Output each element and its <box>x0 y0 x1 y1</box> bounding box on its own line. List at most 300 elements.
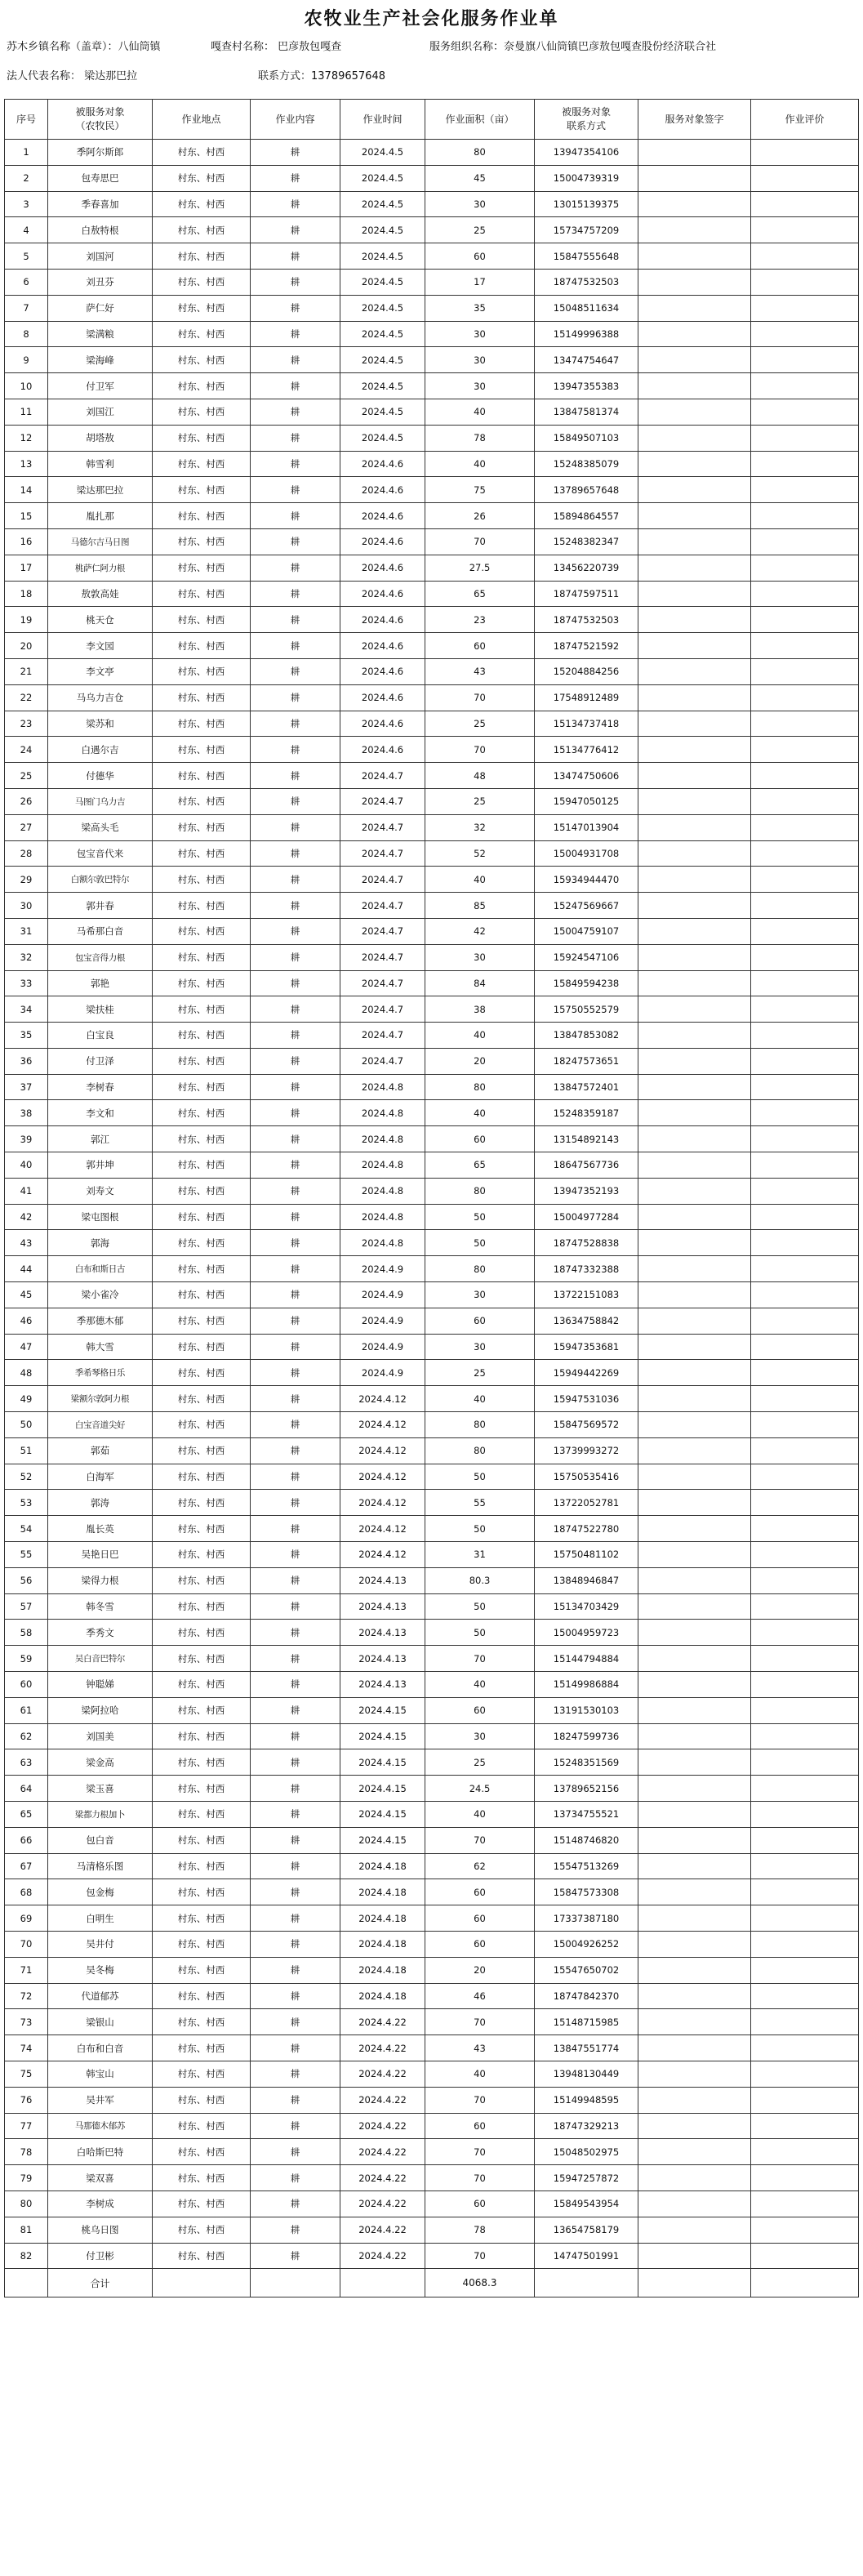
farmer-phone: 18747522780 <box>535 1516 638 1542</box>
farmer-phone: 15048511634 <box>535 295 638 321</box>
work-content: 耕 <box>251 1282 340 1308</box>
total-empty-cell <box>751 2269 859 2297</box>
farmer-name: 马那德木郁苏 <box>48 2113 153 2139</box>
farmer-phone: 15248351569 <box>535 1749 638 1776</box>
farmer-phone: 14747501991 <box>535 2243 638 2269</box>
work-date: 2024.4.5 <box>340 140 425 166</box>
work-date: 2024.4.6 <box>340 581 425 607</box>
evaluation-cell <box>751 1567 859 1593</box>
farmer-name: 刘寿文 <box>48 1178 153 1204</box>
signature-cell <box>638 1931 751 1957</box>
signature-cell <box>638 1567 751 1593</box>
header-cell-5: 作业时间 <box>340 100 425 140</box>
evaluation-cell <box>751 191 859 217</box>
signature-cell <box>638 1204 751 1230</box>
work-location: 村东、村西 <box>153 1542 251 1568</box>
header-cell-4: 作业内容 <box>251 100 340 140</box>
work-content: 耕 <box>251 1567 340 1593</box>
evaluation-cell <box>751 1334 859 1360</box>
farmer-name: 白遇尔吉 <box>48 737 153 763</box>
table-row <box>5 140 859 166</box>
evaluation-cell <box>751 217 859 243</box>
farmer-phone: 15547650702 <box>535 1957 638 1983</box>
work-location: 村东、村西 <box>153 191 251 217</box>
table-row <box>5 1126 859 1152</box>
row-number: 64 <box>5 1776 48 1802</box>
evaluation-cell <box>751 840 859 867</box>
signature-cell <box>638 996 751 1023</box>
signature-cell <box>638 269 751 295</box>
table-row <box>5 1386 859 1412</box>
work-date: 2024.4.18 <box>340 1879 425 1905</box>
farmer-phone: 15004739319 <box>535 165 638 191</box>
table-row <box>5 1048 859 1074</box>
work-content: 耕 <box>251 1646 340 1672</box>
work-location: 村东、村西 <box>153 581 251 607</box>
work-location: 村东、村西 <box>153 1308 251 1334</box>
row-number: 31 <box>5 918 48 944</box>
total-empty-cell <box>340 2269 425 2297</box>
signature-cell <box>638 1723 751 1749</box>
work-area: 48 <box>425 763 535 789</box>
work-area: 27.5 <box>425 555 535 581</box>
farmer-phone: 18747842370 <box>535 1983 638 2009</box>
work-area: 30 <box>425 944 535 970</box>
work-area: 50 <box>425 1620 535 1646</box>
farmer-phone: 17548912489 <box>535 684 638 711</box>
signature-cell <box>638 295 751 321</box>
work-content: 耕 <box>251 1386 340 1412</box>
signature-cell <box>638 2165 751 2191</box>
evaluation-cell <box>751 737 859 763</box>
work-date: 2024.4.22 <box>340 2087 425 2113</box>
work-area: 70 <box>425 737 535 763</box>
work-date: 2024.4.12 <box>340 1542 425 1568</box>
work-location: 村东、村西 <box>153 1905 251 1932</box>
signature-cell <box>638 1490 751 1516</box>
table-row <box>5 1230 859 1256</box>
farmer-name: 吴井军 <box>48 2087 153 2113</box>
work-location: 村东、村西 <box>153 347 251 373</box>
work-location: 村东、村西 <box>153 1074 251 1100</box>
signature-cell <box>638 1464 751 1490</box>
work-date: 2024.4.22 <box>340 2113 425 2139</box>
work-area: 55 <box>425 1490 535 1516</box>
service-org-label: 服务组织名称：奈曼旗八仙筒镇巴彦敖包嘎查股份经济联合社 <box>429 41 717 53</box>
evaluation-cell <box>751 918 859 944</box>
farmer-phone: 15849507103 <box>535 425 638 451</box>
work-area: 70 <box>425 684 535 711</box>
work-content: 耕 <box>251 918 340 944</box>
work-area: 40 <box>425 2061 535 2087</box>
work-area: 80.3 <box>425 1567 535 1593</box>
evaluation-cell <box>751 1827 859 1853</box>
work-date: 2024.4.6 <box>340 658 425 684</box>
farmer-phone: 15004759107 <box>535 918 638 944</box>
work-location: 村东、村西 <box>153 918 251 944</box>
signature-cell <box>638 840 751 867</box>
work-location: 村东、村西 <box>153 970 251 996</box>
farmer-phone: 15750552579 <box>535 996 638 1023</box>
farmer-phone: 13191530103 <box>535 1697 638 1723</box>
work-area: 40 <box>425 867 535 893</box>
work-content: 耕 <box>251 2165 340 2191</box>
work-content: 耕 <box>251 373 340 399</box>
work-content: 耕 <box>251 140 340 166</box>
signature-cell <box>638 1905 751 1932</box>
farmer-name: 白哈斯巴特 <box>48 2139 153 2165</box>
evaluation-cell <box>751 1282 859 1308</box>
farmer-phone: 15149948595 <box>535 2087 638 2113</box>
work-content: 耕 <box>251 2009 340 2035</box>
row-number: 23 <box>5 711 48 737</box>
work-content: 耕 <box>251 1802 340 1828</box>
row-number: 25 <box>5 763 48 789</box>
farmer-name: 代道郁苏 <box>48 1983 153 2009</box>
farmer-phone: 15204884256 <box>535 658 638 684</box>
evaluation-cell <box>751 944 859 970</box>
farmer-name: 钟聪娣 <box>48 1672 153 1698</box>
work-location: 村东、村西 <box>153 217 251 243</box>
farmer-phone: 15149996388 <box>535 321 638 347</box>
evaluation-cell <box>751 1646 859 1672</box>
row-number: 34 <box>5 996 48 1023</box>
work-location: 村东、村西 <box>153 1464 251 1490</box>
farmer-phone: 15947050125 <box>535 788 638 814</box>
work-content: 耕 <box>251 425 340 451</box>
farmer-phone: 15247569667 <box>535 893 638 919</box>
work-area: 30 <box>425 347 535 373</box>
work-area: 70 <box>425 2165 535 2191</box>
row-number: 4 <box>5 217 48 243</box>
farmer-phone: 15147013904 <box>535 814 638 840</box>
table-row <box>5 1749 859 1776</box>
row-number: 38 <box>5 1100 48 1126</box>
signature-cell <box>638 970 751 996</box>
work-area: 30 <box>425 1723 535 1749</box>
work-area: 23 <box>425 607 535 633</box>
work-location: 村东、村西 <box>153 763 251 789</box>
table-row <box>5 1931 859 1957</box>
work-location: 村东、村西 <box>153 2009 251 2035</box>
farmer-name: 郭艳 <box>48 970 153 996</box>
row-number: 54 <box>5 1516 48 1542</box>
row-number: 3 <box>5 191 48 217</box>
farmer-name: 马德尔吉马日图 <box>48 528 153 555</box>
work-date: 2024.4.22 <box>340 2035 425 2061</box>
work-date: 2024.4.22 <box>340 2061 425 2087</box>
evaluation-cell <box>751 633 859 659</box>
work-content: 耕 <box>251 658 340 684</box>
farmer-phone: 13789657648 <box>535 477 638 503</box>
signature-cell <box>638 1542 751 1568</box>
farmer-phone: 15248385079 <box>535 451 638 477</box>
table-row <box>5 1983 859 2009</box>
work-area: 85 <box>425 893 535 919</box>
table-row <box>5 1437 859 1464</box>
work-location: 村东、村西 <box>153 2190 251 2217</box>
work-location: 村东、村西 <box>153 1386 251 1412</box>
work-content: 耕 <box>251 243 340 270</box>
work-date: 2024.4.9 <box>340 1308 425 1334</box>
work-date: 2024.4.6 <box>340 711 425 737</box>
table-row <box>5 1879 859 1905</box>
farmer-name: 李文园 <box>48 633 153 659</box>
farmer-name: 桃萨仁阿力根 <box>48 555 153 581</box>
farmer-name: 包白音 <box>48 1827 153 1853</box>
work-area: 70 <box>425 2243 535 2269</box>
row-number: 37 <box>5 1074 48 1100</box>
evaluation-cell <box>751 528 859 555</box>
evaluation-cell <box>751 1308 859 1334</box>
farmer-name: 郭井春 <box>48 893 153 919</box>
row-number: 73 <box>5 2009 48 2035</box>
work-date: 2024.4.7 <box>340 814 425 840</box>
signature-cell <box>638 425 751 451</box>
evaluation-cell <box>751 1437 859 1464</box>
farmer-name: 梁银山 <box>48 2009 153 2035</box>
work-content: 耕 <box>251 1723 340 1749</box>
evaluation-cell <box>751 399 859 425</box>
work-date: 2024.4.8 <box>340 1178 425 1204</box>
work-content: 耕 <box>251 451 340 477</box>
table-row <box>5 243 859 270</box>
work-location: 村东、村西 <box>153 658 251 684</box>
row-number: 63 <box>5 1749 48 1776</box>
signature-cell <box>638 684 751 711</box>
work-content: 耕 <box>251 1412 340 1438</box>
evaluation-cell <box>751 1983 859 2009</box>
farmer-name: 付德华 <box>48 763 153 789</box>
farmer-phone: 18747528838 <box>535 1230 638 1256</box>
farmer-name: 梁金高 <box>48 1749 153 1776</box>
work-location: 村东、村西 <box>153 711 251 737</box>
work-area: 45 <box>425 165 535 191</box>
work-content: 耕 <box>251 840 340 867</box>
work-area: 50 <box>425 1464 535 1490</box>
work-date: 2024.4.8 <box>340 1152 425 1179</box>
work-date: 2024.4.15 <box>340 1723 425 1749</box>
evaluation-cell <box>751 1204 859 1230</box>
work-area: 62 <box>425 1853 535 1879</box>
work-location: 村东、村西 <box>153 165 251 191</box>
work-content: 耕 <box>251 2139 340 2165</box>
work-area: 43 <box>425 2035 535 2061</box>
farmer-name: 白海军 <box>48 1464 153 1490</box>
table-row <box>5 1412 859 1438</box>
signature-cell <box>638 1437 751 1464</box>
evaluation-cell <box>751 1931 859 1957</box>
work-content: 耕 <box>251 1853 340 1879</box>
work-location: 村东、村西 <box>153 1957 251 1983</box>
farmer-name: 季阿尔斯郎 <box>48 140 153 166</box>
farmer-phone: 15924547106 <box>535 944 638 970</box>
work-location: 村东、村西 <box>153 2113 251 2139</box>
farmer-phone: 13947354106 <box>535 140 638 166</box>
farmer-phone: 15048502975 <box>535 2139 638 2165</box>
table-row <box>5 1074 859 1100</box>
work-date: 2024.4.8 <box>340 1074 425 1100</box>
work-location: 村东、村西 <box>153 2139 251 2165</box>
work-date: 2024.4.12 <box>340 1490 425 1516</box>
evaluation-cell <box>751 763 859 789</box>
row-number: 14 <box>5 477 48 503</box>
work-date: 2024.4.12 <box>340 1437 425 1464</box>
table-row <box>5 191 859 217</box>
work-location: 村东、村西 <box>153 140 251 166</box>
table-row <box>5 867 859 893</box>
work-date: 2024.4.7 <box>340 996 425 1023</box>
header-cell-2: 被服务对象 （农牧民） <box>48 100 153 140</box>
work-content: 耕 <box>251 191 340 217</box>
work-location: 村东、村西 <box>153 1048 251 1074</box>
township-label: 苏木乡镇名称（盖章）：八仙筒镇 <box>7 41 161 53</box>
farmer-phone: 13789652156 <box>535 1776 638 1802</box>
row-number: 13 <box>5 451 48 477</box>
work-content: 耕 <box>251 1879 340 1905</box>
farmer-phone: 15934944470 <box>535 867 638 893</box>
table-row <box>5 2061 859 2087</box>
work-date: 2024.4.5 <box>340 165 425 191</box>
row-number: 30 <box>5 893 48 919</box>
work-content: 耕 <box>251 528 340 555</box>
work-area: 26 <box>425 503 535 529</box>
work-date: 2024.4.9 <box>340 1360 425 1386</box>
row-number: 43 <box>5 1230 48 1256</box>
table-row <box>5 2165 859 2191</box>
work-location: 村东、村西 <box>153 1567 251 1593</box>
work-location: 村东、村西 <box>153 633 251 659</box>
row-number: 47 <box>5 1334 48 1360</box>
work-date: 2024.4.6 <box>340 555 425 581</box>
work-area: 40 <box>425 1100 535 1126</box>
farmer-name: 刘国江 <box>48 399 153 425</box>
work-content: 耕 <box>251 1178 340 1204</box>
work-area: 40 <box>425 1802 535 1828</box>
table-row <box>5 451 859 477</box>
table-row <box>5 1802 859 1828</box>
work-area: 60 <box>425 633 535 659</box>
farmer-phone: 18747329213 <box>535 2113 638 2139</box>
farmer-name: 梁阿拉哈 <box>48 1697 153 1723</box>
farmer-phone: 15134703429 <box>535 1593 638 1620</box>
farmer-phone: 13474754647 <box>535 347 638 373</box>
row-number: 44 <box>5 1256 48 1282</box>
row-number: 66 <box>5 1827 48 1853</box>
farmer-name: 包宝音代来 <box>48 840 153 867</box>
row-number: 60 <box>5 1672 48 1698</box>
work-content: 耕 <box>251 1957 340 1983</box>
signature-cell <box>638 1749 751 1776</box>
header-cell-8: 服务对象签字 <box>638 100 751 140</box>
farmer-phone: 13722151083 <box>535 1282 638 1308</box>
table-row <box>5 1256 859 1282</box>
farmer-name: 胡塔敖 <box>48 425 153 451</box>
work-content: 耕 <box>251 1593 340 1620</box>
work-area: 70 <box>425 528 535 555</box>
work-area: 75 <box>425 477 535 503</box>
evaluation-cell <box>751 1023 859 1049</box>
farmer-phone: 15148715985 <box>535 2009 638 2035</box>
row-number: 7 <box>5 295 48 321</box>
work-content: 耕 <box>251 555 340 581</box>
table-row <box>5 347 859 373</box>
signature-cell <box>638 1697 751 1723</box>
work-location: 村东、村西 <box>153 1802 251 1828</box>
row-number: 49 <box>5 1386 48 1412</box>
signature-cell <box>638 867 751 893</box>
table-row <box>5 1853 859 1879</box>
table-row <box>5 2190 859 2217</box>
total-empty-cell <box>535 2269 638 2297</box>
row-number: 42 <box>5 1204 48 1230</box>
work-area: 30 <box>425 1282 535 1308</box>
work-content: 耕 <box>251 607 340 633</box>
evaluation-cell <box>751 1802 859 1828</box>
evaluation-cell <box>751 1126 859 1152</box>
work-location: 村东、村西 <box>153 1931 251 1957</box>
work-date: 2024.4.8 <box>340 1126 425 1152</box>
signature-cell <box>638 1827 751 1853</box>
work-date: 2024.4.5 <box>340 347 425 373</box>
evaluation-cell <box>751 1048 859 1074</box>
row-number: 35 <box>5 1023 48 1049</box>
signature-cell <box>638 1360 751 1386</box>
evaluation-cell <box>751 451 859 477</box>
farmer-phone: 13154892143 <box>535 1126 638 1152</box>
table-row <box>5 1697 859 1723</box>
table-row <box>5 373 859 399</box>
farmer-name: 萨仁好 <box>48 295 153 321</box>
farmer-name: 马图门乌力吉 <box>48 788 153 814</box>
work-area: 70 <box>425 2009 535 2035</box>
work-date: 2024.4.7 <box>340 763 425 789</box>
work-content: 耕 <box>251 970 340 996</box>
work-area: 78 <box>425 2217 535 2243</box>
farmer-phone: 13947355383 <box>535 373 638 399</box>
work-location: 村东、村西 <box>153 269 251 295</box>
work-date: 2024.4.6 <box>340 607 425 633</box>
table-row <box>5 321 859 347</box>
work-date: 2024.4.15 <box>340 1697 425 1723</box>
work-date: 2024.4.5 <box>340 425 425 451</box>
work-location: 村东、村西 <box>153 1697 251 1723</box>
work-content: 耕 <box>251 737 340 763</box>
work-location: 村东、村西 <box>153 867 251 893</box>
farmer-name: 白额尔敦巴特尔 <box>48 867 153 893</box>
work-area: 25 <box>425 1360 535 1386</box>
table-row <box>5 658 859 684</box>
table-row <box>5 1776 859 1802</box>
header-cell-6: 作业面积（亩） <box>425 100 535 140</box>
farmer-phone: 18247573651 <box>535 1048 638 1074</box>
evaluation-cell <box>751 1620 859 1646</box>
farmer-name: 白敖特根 <box>48 217 153 243</box>
farmer-phone: 17337387180 <box>535 1905 638 1932</box>
signature-cell <box>638 528 751 555</box>
farmer-name: 刘国美 <box>48 1723 153 1749</box>
work-area: 70 <box>425 1827 535 1853</box>
work-area: 25 <box>425 1749 535 1776</box>
signature-cell <box>638 451 751 477</box>
work-date: 2024.4.15 <box>340 1827 425 1853</box>
work-date: 2024.4.12 <box>340 1516 425 1542</box>
row-number: 65 <box>5 1802 48 1828</box>
signature-cell <box>638 1178 751 1204</box>
work-location: 村东、村西 <box>153 2035 251 2061</box>
work-location: 村东、村西 <box>153 555 251 581</box>
work-area: 60 <box>425 1308 535 1334</box>
